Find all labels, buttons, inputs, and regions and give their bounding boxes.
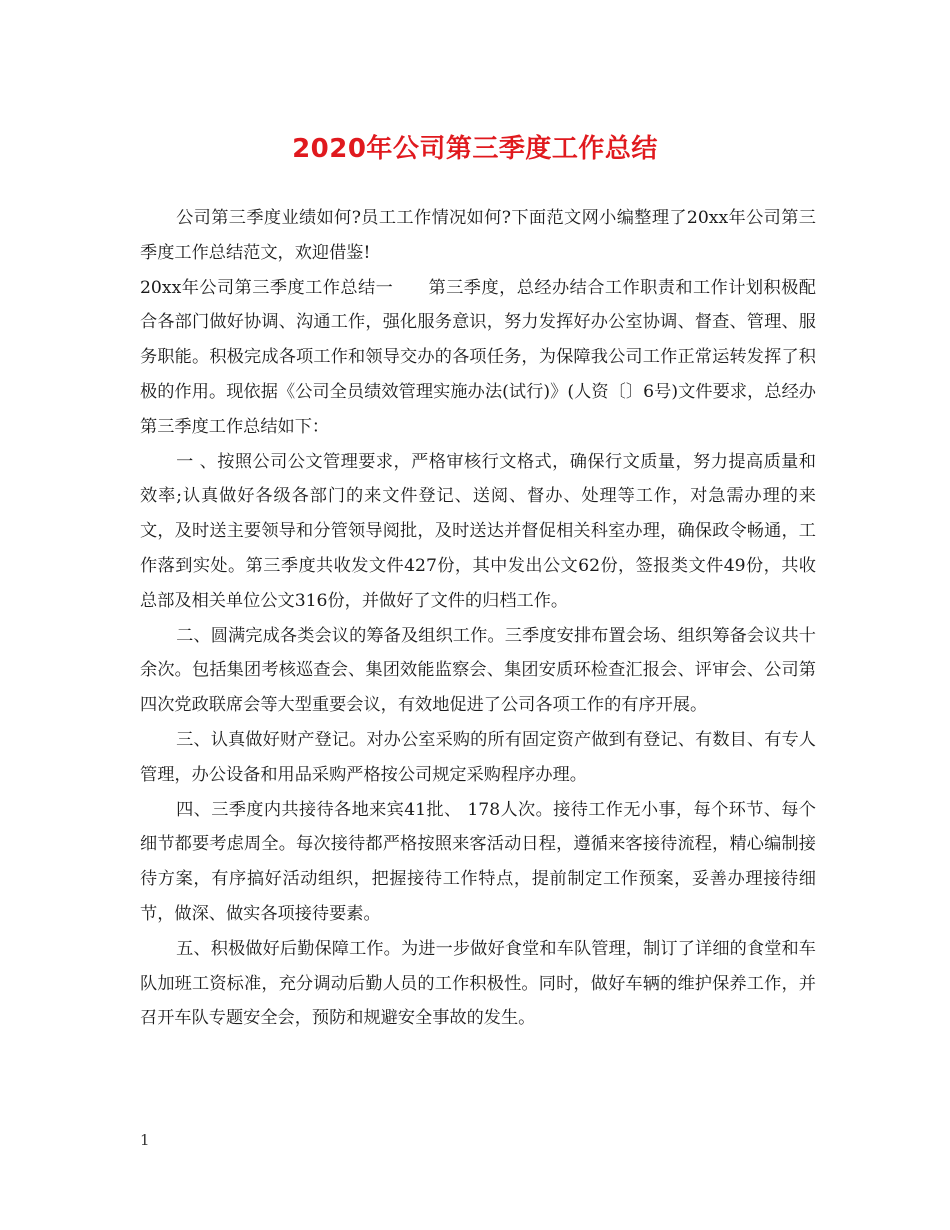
summary-opening-paragraph: 20xx年公司第三季度工作总结一 第三季度，总经办结合工作职责和工作计划积极配合各部门做好协调、沟通工作，强化服务意识，努力发挥好办公室协调、督查、管理、服务职能。积极完成各项工作和领导交办的各项任务，为保障我公司工作正常运转发挥了积极的作用。现依据《公司全员绩效管理实施办法(试行)》(人资〔〕6号)文件要求，总经办第三季度工作总结如下： xyxy=(140,277,816,437)
intro-paragraph: 公司第三季度业绩如何?员工工作情况如何?下面范文网小编整理了20xx年公司第三季度工作总结范文，欢迎借鉴! xyxy=(140,208,816,263)
section-one-paragraph: 一 、按照公司公文管理要求，严格审核行文格式，确保行文质量，努力提高质量和效率;认真做好各级各部门的来文件登记、送阅、督办、处理等工作，对急需办理的来文，及时送主要领导和分管领导阅批，及时送达并督促相关科室办理，确保政令畅通，工作落到实处。第三季度共收发文件427份，其中发出公文62份，签报类文件49份，共收总部及相关单位公文316份，并做好了文件的归档工作。 xyxy=(140,451,816,611)
page-number: 1 xyxy=(140,1131,150,1149)
section-three-paragraph: 三、认真做好财产登记。对办公室采购的所有固定资产做到有登记、有数目、有专人管理，办公设备和用品采购严格按公司规定采购程序办理。 xyxy=(140,729,816,785)
document-body xyxy=(140,201,816,1036)
section-four-paragraph: 四、三季度内共接待各地来宾41批、 178人次。接待工作无小事，每个环节、每个细节都要考虑周全。每次接待都严格按照来客活动日程，遵循来客接待流程，精心编制接待方案，有序搞好活动组织，把握接待工作特点，提前制定工作预案，妥善办理接待细节，做深、做实各项接待要素。 xyxy=(140,799,816,924)
section-five-paragraph: 五、积极做好后勤保障工作。为进一步做好食堂和车队管理，制订了详细的食堂和车队加班工资标准，充分调动后勤人员的工作积极性。同时，做好车辆的维护保养工作，并召开车队专题安全会，预防和规避安全事故的发生。 xyxy=(140,938,816,1029)
section-two-paragraph: 二、圆满完成各类会议的筹备及组织工作。三季度安排布置会场、组织筹备会议共十余次。包括集团考核巡查会、集团效能监察会、集团安质环检查汇报会、评审会、公司第四次党政联席会等大型重要会议，有效地促进了公司各项工作的有序开展。 xyxy=(140,625,816,716)
document-title: 2020年公司第三季度工作总结 xyxy=(292,134,658,164)
